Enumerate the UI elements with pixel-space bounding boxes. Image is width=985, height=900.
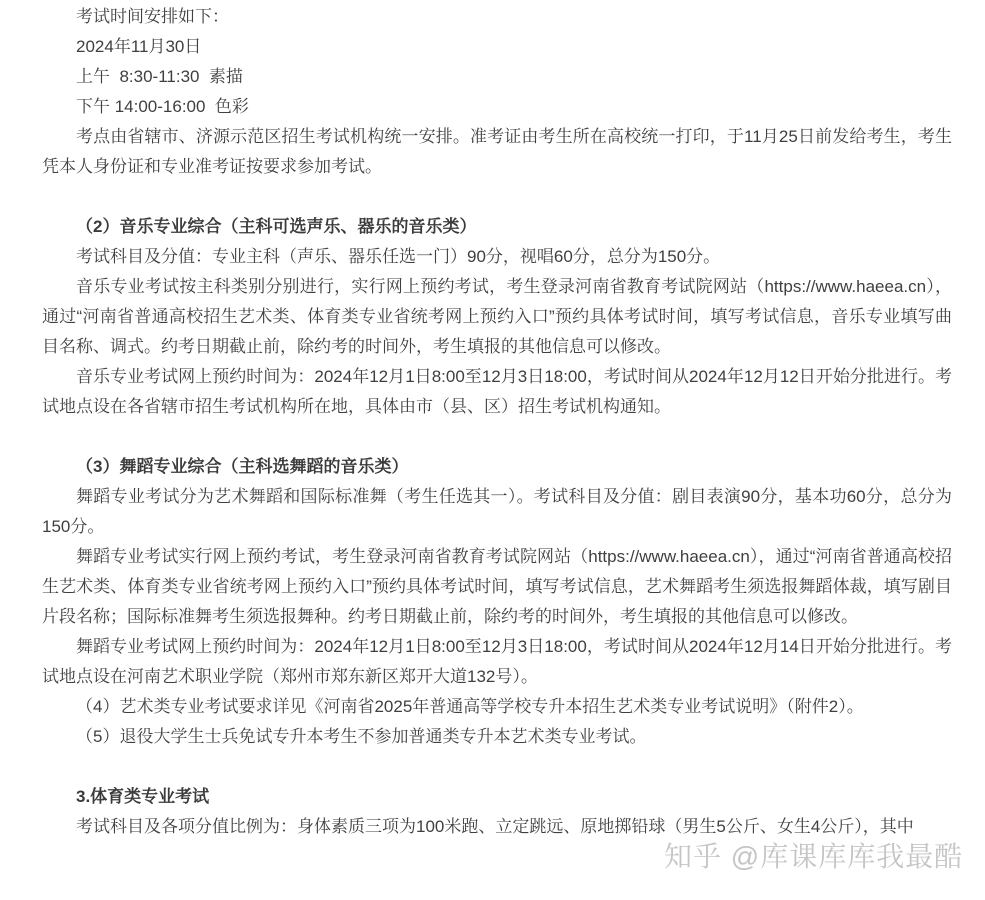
para-exam-date: 2024年11月30日 <box>76 37 202 56</box>
para-dance-reservation-time: 舞蹈专业考试网上预约时间为：2024年12月1日8:00至12月3日18:00，考试时间从2024年12月14日开始分批进行。考试地点设在河南艺术职业学院（郑州市郑东新区郑开大道132号）。 <box>42 637 952 686</box>
para-music-reservation-details: 音乐专业考试按主科类别分别进行，实行网上预约考试，考生登录河南省教育考试院网站（https://www.haeea.cn），通过“河南省普通高校招生艺术类、体育类专业省统考网上预约入口”预约具体考试时间，填写考试信息，音乐专业填写曲目名称、调式。约考日期截止前，除约考的时间外，考生填报的其他信息可以修改。 <box>42 277 952 356</box>
para-item5-veteran-exemption: （5）退役大学生士兵免试专升本考生不参加普通类专升本艺术类专业考试。 <box>76 727 647 746</box>
para-music-subjects-scores: 考试科目及分值：专业主科（声乐、器乐任选一门）90分，视唱60分，总分为150分。 <box>76 247 721 266</box>
para-pe-subjects-scores: 考试科目及各项分值比例为：身体素质三项为100米跑、立定跳远、原地掷铅球（男生5公斤、女生4公斤），其中 <box>76 817 914 836</box>
para-exam-time-intro: 考试时间安排如下： <box>76 7 229 26</box>
heading-music-comprehensive: （2）音乐专业综合（主科可选声乐、器乐的音乐类） <box>76 217 477 236</box>
zhihu-watermark: 知乎 @库课库库我最酷 <box>664 841 964 872</box>
para-dance-subjects-scores: 舞蹈专业考试分为艺术舞蹈和国际标准舞（考生任选其一）。考试科目及分值：剧目表演90分，基本功60分，总分为150分。 <box>42 487 952 536</box>
para-item4-art-exam-requirements: （4）艺术类专业考试要求详见《河南省2025年普通高等学校专升本招生艺术类专业考试说明》（附件2）。 <box>76 697 864 716</box>
para-dance-reservation-details: 舞蹈专业考试实行网上预约考试，考生登录河南省教育考试院网站（https://www.haeea.cn），通过“河南省普通高校招生艺术类、体育类专业省统考网上预约入口”预约具体考试时间，填写考试信息，艺术舞蹈考生须选报舞蹈体裁，填写剧目片段名称；国际标准舞考生须选报舞种。约考日期截止前，除约考的时间外，考生填报的其他信息可以修改。 <box>42 547 952 626</box>
spacer <box>42 752 952 782</box>
document-body <box>42 2 952 842</box>
spacer <box>42 422 952 452</box>
para-morning-session: 上午 8:30-11:30 素描 <box>76 67 243 86</box>
para-afternoon-session: 下午 14:00-16:00 色彩 <box>76 97 249 116</box>
para-music-reservation-time: 音乐专业考试网上预约时间为：2024年12月1日8:00至12月3日18:00，考试时间从2024年12月12日开始分批进行。考试地点设在各省辖市招生考试机构所在地，具体由市（县、区）招生考试机构通知。 <box>42 367 952 416</box>
heading-dance-comprehensive: （3）舞蹈专业综合（主科选舞蹈的音乐类） <box>76 457 409 476</box>
para-exam-site-notice: 考点由省辖市、济源示范区招生考试机构统一安排。准考证由考生所在高校统一打印，于11月25日前发给考生，考生凭本人身份证和专业准考证按要求参加考试。 <box>42 127 952 176</box>
heading-pe-exam: 3.体育类专业考试 <box>76 787 210 806</box>
spacer <box>42 182 952 212</box>
